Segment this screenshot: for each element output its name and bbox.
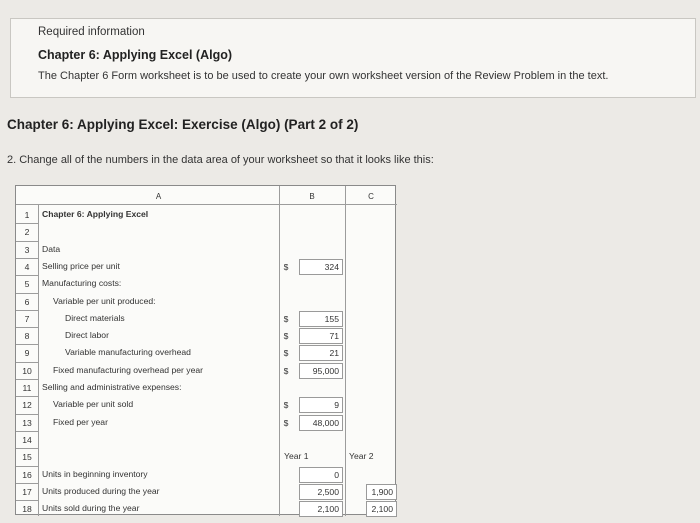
grid-line — [16, 327, 38, 328]
row-number: 14 — [22, 434, 32, 445]
value-cell-b: 9 — [299, 397, 343, 413]
row-number: 15 — [22, 452, 32, 463]
grid-line — [16, 483, 38, 484]
chapter-title: Chapter 6: Applying Excel (Algo) — [38, 48, 233, 62]
value-cell-b: 0 — [299, 467, 343, 483]
grid-line — [16, 500, 38, 501]
year-2-header: Year 2 — [349, 451, 374, 462]
grid-line — [16, 396, 38, 397]
value-cell-b: 71 — [299, 328, 343, 344]
row-label: Direct labor — [65, 330, 109, 341]
spreadsheet-image — [15, 185, 396, 515]
value-cell-b: 2,100 — [299, 501, 343, 517]
required-information-panel — [10, 18, 696, 98]
dollar-sign: $ — [283, 261, 289, 272]
row-label: Manufacturing costs: — [42, 278, 122, 289]
value-cell-b: 155 — [299, 311, 343, 327]
grid-line — [16, 431, 38, 432]
value-cell-b: 48,000 — [299, 415, 343, 431]
row-number: 16 — [22, 469, 32, 480]
row-label: Selling price per unit — [42, 260, 120, 271]
column-header-a: A — [155, 192, 162, 201]
grid-line — [16, 275, 38, 276]
grid-line — [16, 204, 397, 205]
row-label: Fixed manufacturing overhead per year — [53, 364, 203, 375]
row-number: 5 — [24, 279, 30, 290]
dollar-sign: $ — [283, 417, 289, 428]
row-number: 3 — [24, 244, 30, 255]
dollar-sign: $ — [283, 348, 289, 359]
value-cell-b: 324 — [299, 259, 343, 275]
required-information-heading: Required information — [38, 26, 145, 38]
value-cell-c: 2,100 — [366, 501, 397, 517]
row-number: 10 — [22, 365, 32, 376]
grid-line — [16, 293, 38, 294]
dollar-sign: $ — [283, 331, 289, 342]
row-label: Variable per unit produced: — [53, 295, 156, 306]
row-label: Direct materials — [65, 312, 125, 323]
row-number: 18 — [22, 504, 32, 515]
grid-line — [16, 258, 38, 259]
instruction-text: 2. Change all of the numbers in the data area of your worksheet so that it looks like this: — [7, 154, 434, 166]
row-number: 11 — [22, 383, 32, 393]
row-number: 9 — [24, 348, 30, 359]
row-label: Units sold during the year — [42, 503, 140, 514]
dollar-sign: $ — [283, 313, 289, 324]
grid-line — [16, 362, 38, 363]
year-1-header: Year 1 — [284, 451, 309, 462]
grid-line — [16, 379, 38, 380]
grid-line — [16, 310, 38, 311]
dollar-sign: $ — [283, 365, 289, 376]
row-label: Variable manufacturing overhead — [65, 347, 191, 358]
row-number: 1 — [24, 210, 30, 220]
row-number: 6 — [24, 296, 30, 307]
value-cell-b: 95,000 — [299, 363, 343, 379]
exercise-title: Chapter 6: Applying Excel: Exercise (Algo) (Part 2 of 2) — [7, 117, 359, 132]
chapter-description: The Chapter 6 Form worksheet is to be used to create your own worksheet version of the Review Problem in the text. — [38, 70, 609, 82]
row-label: Variable per unit sold — [53, 399, 134, 410]
grid-line — [38, 204, 39, 516]
row-label: Fixed per year — [53, 416, 108, 427]
row-label: Data — [42, 243, 61, 254]
grid-line — [16, 414, 38, 415]
value-cell-b: 2,500 — [299, 484, 343, 500]
grid-line — [345, 186, 346, 516]
value-cell-c: 1,900 — [366, 484, 397, 500]
grid-line — [16, 448, 38, 449]
row-number: 2 — [24, 227, 30, 238]
row-number: 12 — [22, 400, 32, 411]
value-cell-b: 21 — [299, 345, 343, 361]
row-number: 8 — [24, 331, 30, 342]
row-number: 7 — [24, 313, 30, 324]
row-label: Units produced during the year — [42, 485, 160, 496]
sheet-title-cell: Chapter 6: Applying Excel — [42, 209, 149, 219]
row-number: 13 — [22, 417, 32, 428]
grid-line — [16, 344, 38, 345]
row-number: 17 — [22, 486, 32, 497]
row-number: 4 — [24, 261, 30, 272]
row-label: Selling and administrative expenses: — [42, 382, 182, 392]
grid-line — [16, 223, 38, 224]
row-label: Units in beginning inventory — [42, 468, 148, 479]
grid-line — [16, 466, 38, 467]
dollar-sign: $ — [283, 400, 289, 411]
column-header-b: B — [309, 192, 315, 201]
column-header-c: C — [368, 192, 374, 201]
grid-line — [16, 241, 38, 242]
